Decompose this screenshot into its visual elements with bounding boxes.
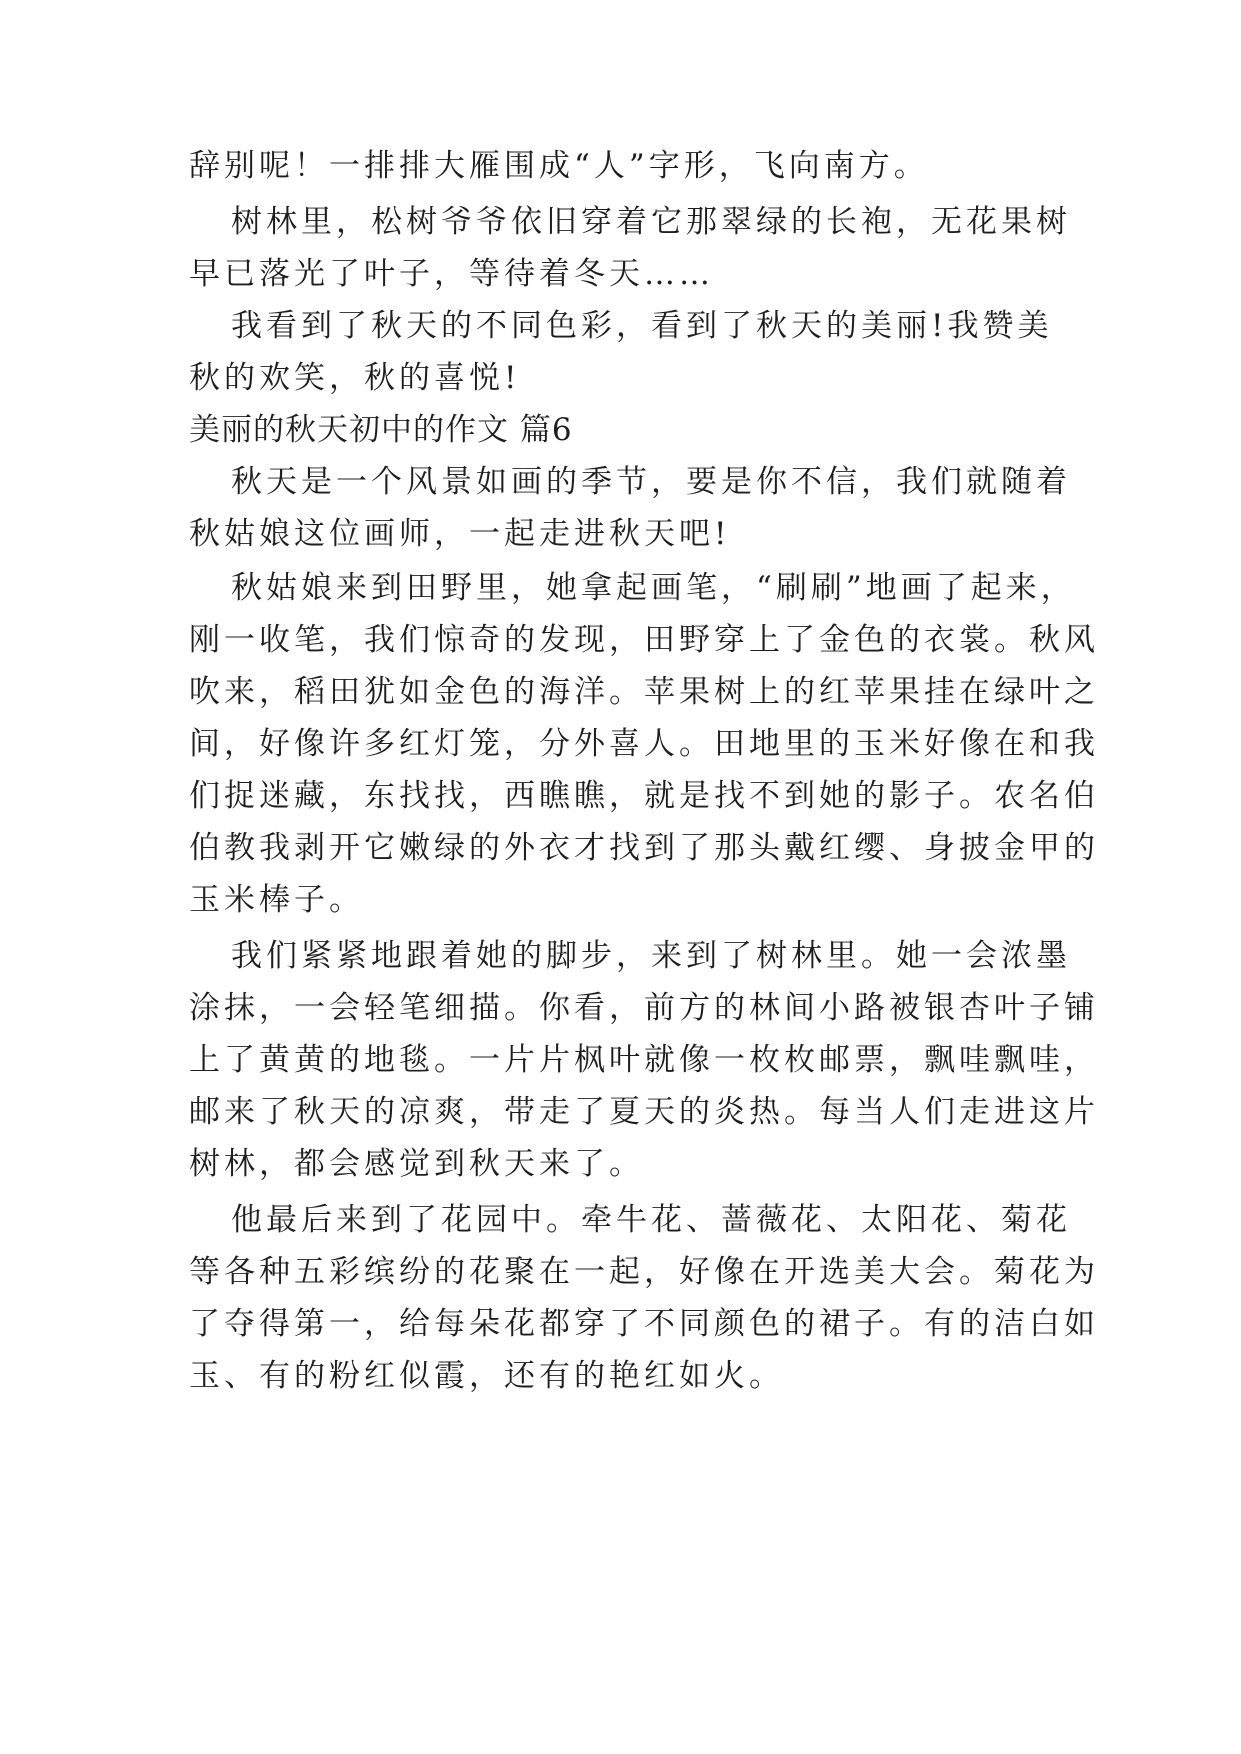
text-line: 上了黄黄的地毯。一片片枫叶就像一枚枚邮票，飘哇飘哇，	[189, 1042, 1099, 1078]
text-line: 等各种五彩缤纷的花聚在一起，好像在开选美大会。菊花为	[189, 1254, 1099, 1290]
text-line: 辞别呢！一排排大雁围成“人”字形，飞向南方。	[189, 148, 929, 184]
paragraph-first-line: 他最后来到了花园中。牵牛花、蔷薇花、太阳花、菊花	[231, 1202, 1071, 1238]
text-line: 玉、有的粉红似霞，还有的艳红如火。	[189, 1358, 784, 1394]
text-line: 秋的欢笑，秋的喜悦!	[189, 360, 521, 396]
paragraph-first-line: 我们紧紧地跟着她的脚步，来到了树林里。她一会浓墨	[231, 938, 1071, 974]
text-line: 吹来，稻田犹如金色的海洋。苹果树上的红苹果挂在绿叶之	[189, 674, 1099, 710]
paragraph-first-line: 秋天是一个风景如画的季节，要是你不信，我们就随着	[231, 464, 1071, 500]
paragraph-first-line: 树林里，松树爷爷依旧穿着它那翠绿的长袍，无花果树	[231, 204, 1071, 240]
text-line: 邮来了秋天的凉爽，带走了夏天的炎热。每当人们走进这片	[189, 1094, 1099, 1130]
text-line: 树林，都会感觉到秋天来了。	[189, 1146, 644, 1182]
text-line: 了夺得第一，给每朵花都穿了不同颜色的裙子。有的洁白如	[189, 1306, 1099, 1342]
text-line: 间，好像许多红灯笼，分外喜人。田地里的玉米好像在和我	[189, 726, 1099, 762]
section-heading: 美丽的秋天初中的作文 篇6	[189, 412, 573, 448]
text-line: 早已落光了叶子，等待着冬天……	[189, 256, 714, 292]
paragraph-first-line: 秋姑娘来到田野里，她拿起画笔，“刷刷”地画了起来，	[231, 570, 1076, 606]
text-line: 玉米棒子。	[189, 882, 364, 918]
text-line: 秋姑娘这位画师，一起走进秋天吧!	[189, 516, 731, 552]
text-line: 刚一收笔，我们惊奇的发现，田野穿上了金色的衣裳。秋风	[189, 622, 1099, 658]
text-line: 伯教我剥开它嫩绿的外衣才找到了那头戴红缨、身披金甲的	[189, 830, 1099, 866]
paragraph-first-line: 我看到了秋天的不同色彩，看到了秋天的美丽!我赞美	[231, 308, 1053, 344]
text-line: 们捉迷藏，东找找，西瞧瞧，就是找不到她的影子。农名伯	[189, 778, 1099, 814]
text-line: 涂抹，一会轻笔细描。你看，前方的林间小路被银杏叶子铺	[189, 990, 1099, 1026]
